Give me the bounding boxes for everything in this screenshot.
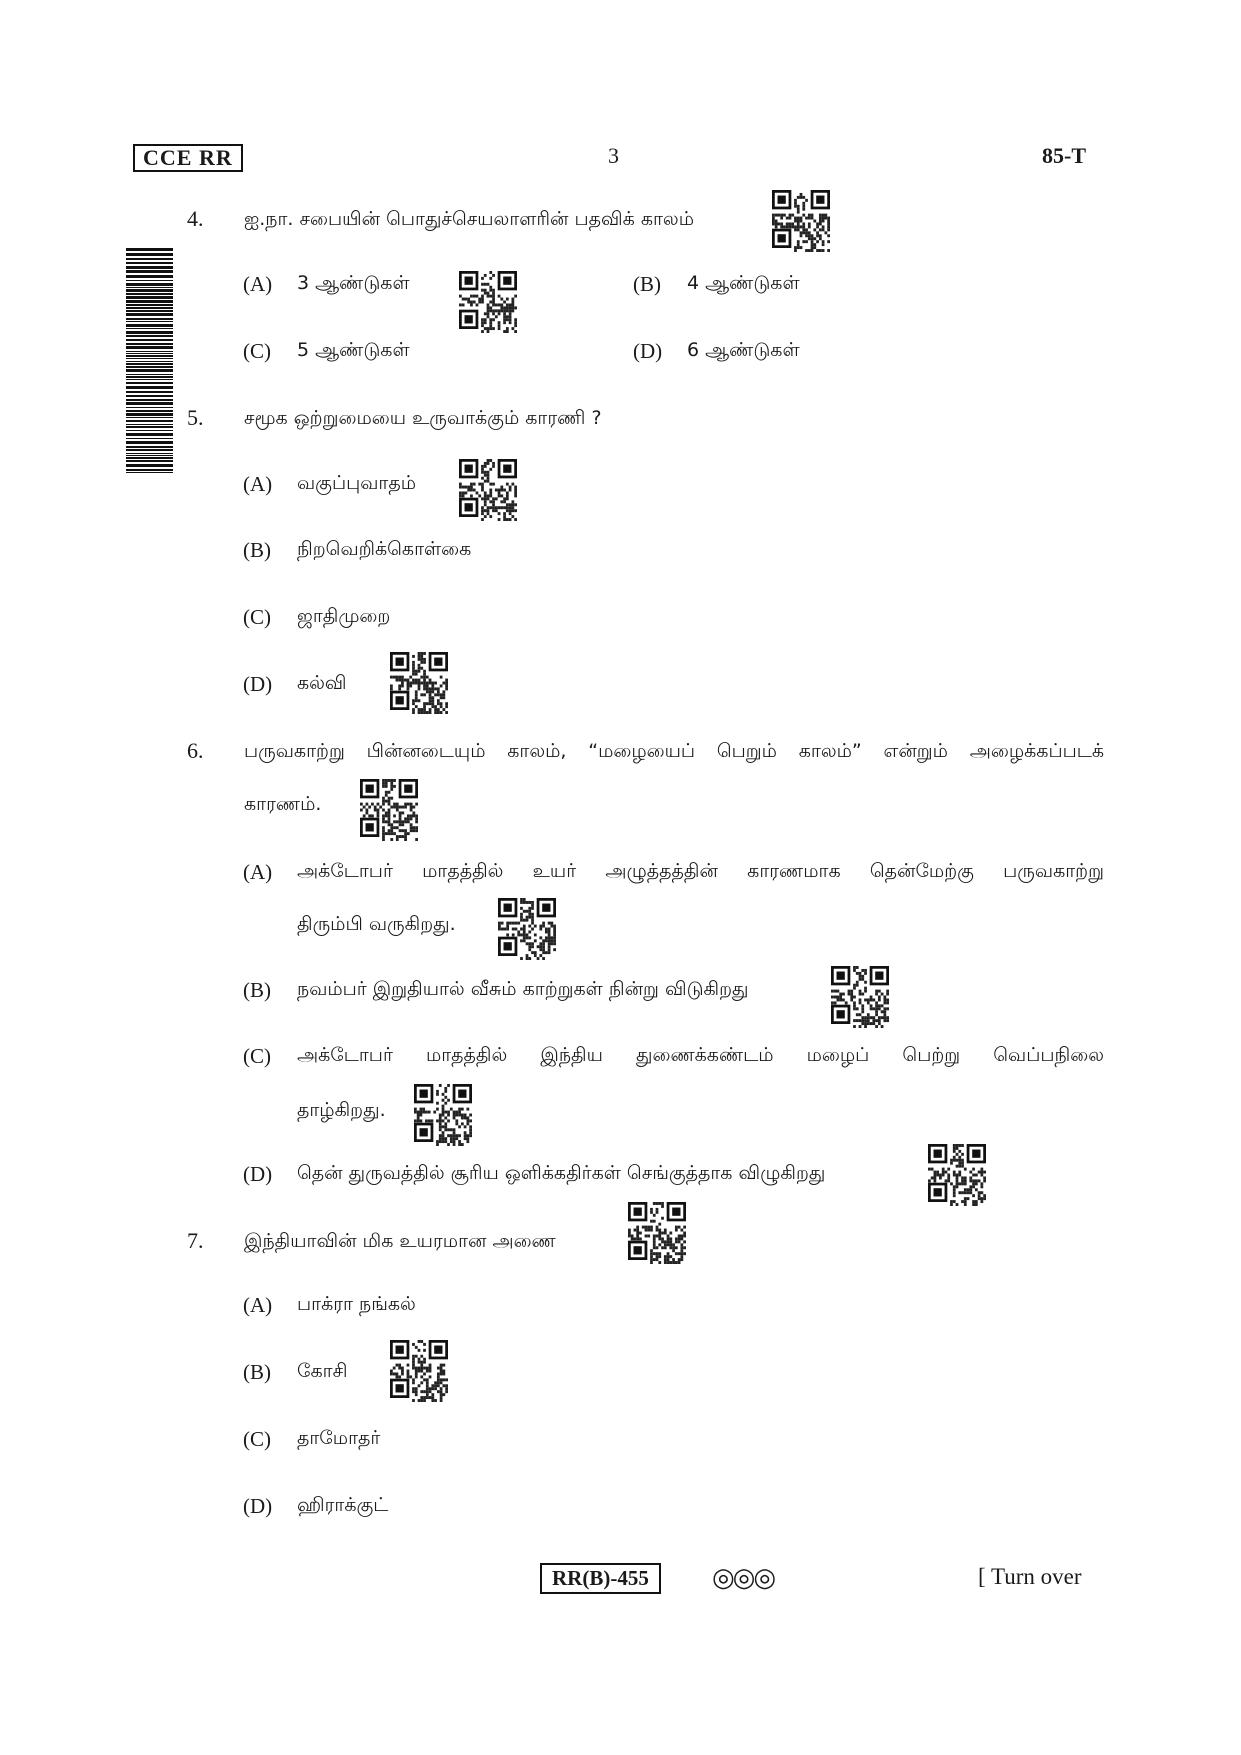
q7-option-a-letter: (A)	[243, 1293, 273, 1317]
page-number: 3	[608, 143, 619, 168]
question-7-number: 7.	[187, 1228, 204, 1253]
qr-code-icon	[831, 966, 889, 1028]
q4-option-a-text: 3 ஆண்டுகள்	[297, 272, 410, 294]
q4-option-b-letter: (B)	[633, 272, 661, 296]
q7-option-c-letter: (C)	[243, 1427, 271, 1451]
q6-option-a-letter: (A)	[243, 860, 273, 884]
q5-option-b-letter: (B)	[243, 538, 271, 562]
q5-option-c-text: ஜாதிமுறை	[297, 605, 391, 627]
qr-code-icon	[459, 271, 517, 333]
qr-code-icon	[928, 1144, 986, 1206]
question-5-text: சமூக ஒற்றுமையை உருவாக்கும் காரணி ?	[244, 407, 602, 429]
q4-option-a-letter: (A)	[243, 272, 273, 296]
qr-code-icon	[390, 652, 448, 714]
question-4-text: ஐ.நா. சபையின் பொதுச்செயலாளரின் பதவிக் காலம்	[244, 208, 694, 230]
qr-code-icon	[498, 898, 556, 960]
question-6-number: 6.	[187, 738, 204, 763]
qr-code-icon	[360, 779, 418, 841]
q7-option-c-text: தாமோதர்	[297, 1427, 381, 1449]
q5-option-c-letter: (C)	[243, 605, 271, 629]
qr-code-icon	[390, 1340, 448, 1402]
q6-option-b-text: நவம்பர் இறுதியால் வீசும் காற்றுகள் நின்று விடுகிறது	[297, 978, 749, 1000]
q6-option-d-text: தென் துருவத்தில் சூரிய ஒளிக்கதிர்கள் செங்குத்தாக விழுகிறது	[297, 1162, 826, 1184]
q6-option-c-line2: தாழ்கிறது.	[297, 1099, 386, 1121]
qr-code-icon	[459, 459, 517, 521]
qr-code-icon	[628, 1202, 686, 1264]
qr-code-icon	[414, 1084, 472, 1146]
q4-option-c-letter: (C)	[243, 339, 271, 363]
question-4-number: 4.	[187, 206, 204, 231]
q5-option-d-letter: (D)	[243, 672, 273, 696]
footer-code: RR(B)-455	[540, 1563, 661, 1594]
q6-option-c-letter: (C)	[243, 1044, 271, 1068]
question-6-text-line2: காரணம்.	[244, 793, 322, 815]
q5-option-b-text: நிறவெறிக்கொள்கை	[297, 538, 472, 560]
question-5-number: 5.	[187, 405, 204, 430]
header-left-code: CCE RR	[133, 144, 243, 172]
q4-option-d-text: 6 ஆண்டுகள்	[687, 339, 800, 361]
q6-option-b-letter: (B)	[243, 978, 271, 1002]
q6-option-a-line1: அக்டோபர் மாதத்தில் உயர் அழுத்தத்தின் காரணமாக தென்மேற்கு பருவகாற்று	[297, 860, 1104, 882]
q6-option-d-letter: (D)	[243, 1162, 273, 1186]
q7-option-d-text: ஹிராக்குட்	[297, 1494, 389, 1516]
q4-option-b-text: 4 ஆண்டுகள்	[687, 272, 800, 294]
q6-option-c-line1: அக்டோபர் மாதத்தில் இந்திய துணைக்கண்டம் மழைப் பெற்று வெப்பநிலை	[297, 1044, 1104, 1066]
paper-code: 85-T	[1042, 143, 1086, 168]
triple-circle-symbol: ◎◎◎	[712, 1563, 775, 1593]
q4-option-c-text: 5 ஆண்டுகள்	[297, 339, 410, 361]
q5-option-d-text: கல்வி	[297, 672, 347, 694]
q7-option-b-text: கோசி	[297, 1360, 348, 1382]
q5-option-a-letter: (A)	[243, 472, 273, 496]
side-barcode	[126, 248, 173, 473]
q7-option-b-letter: (B)	[243, 1360, 271, 1384]
q6-option-a-line2: திரும்பி வருகிறது.	[297, 913, 456, 935]
q7-option-d-letter: (D)	[243, 1494, 273, 1518]
question-6-text-line1: பருவகாற்று பின்னடையும் காலம், “மழையைப் பெறும் காலம்” என்றும் அழைக்கப்படக்	[244, 740, 1104, 762]
q5-option-a-text: வகுப்புவாதம்	[297, 472, 417, 494]
q7-option-a-text: பாக்ரா நங்கல்	[297, 1293, 416, 1315]
question-7-text: இந்தியாவின் மிக உயரமான அணை	[244, 1230, 556, 1252]
qr-code-icon	[772, 190, 830, 252]
turn-over-text: [ Turn over	[978, 1564, 1082, 1589]
q4-option-d-letter: (D)	[633, 339, 663, 363]
